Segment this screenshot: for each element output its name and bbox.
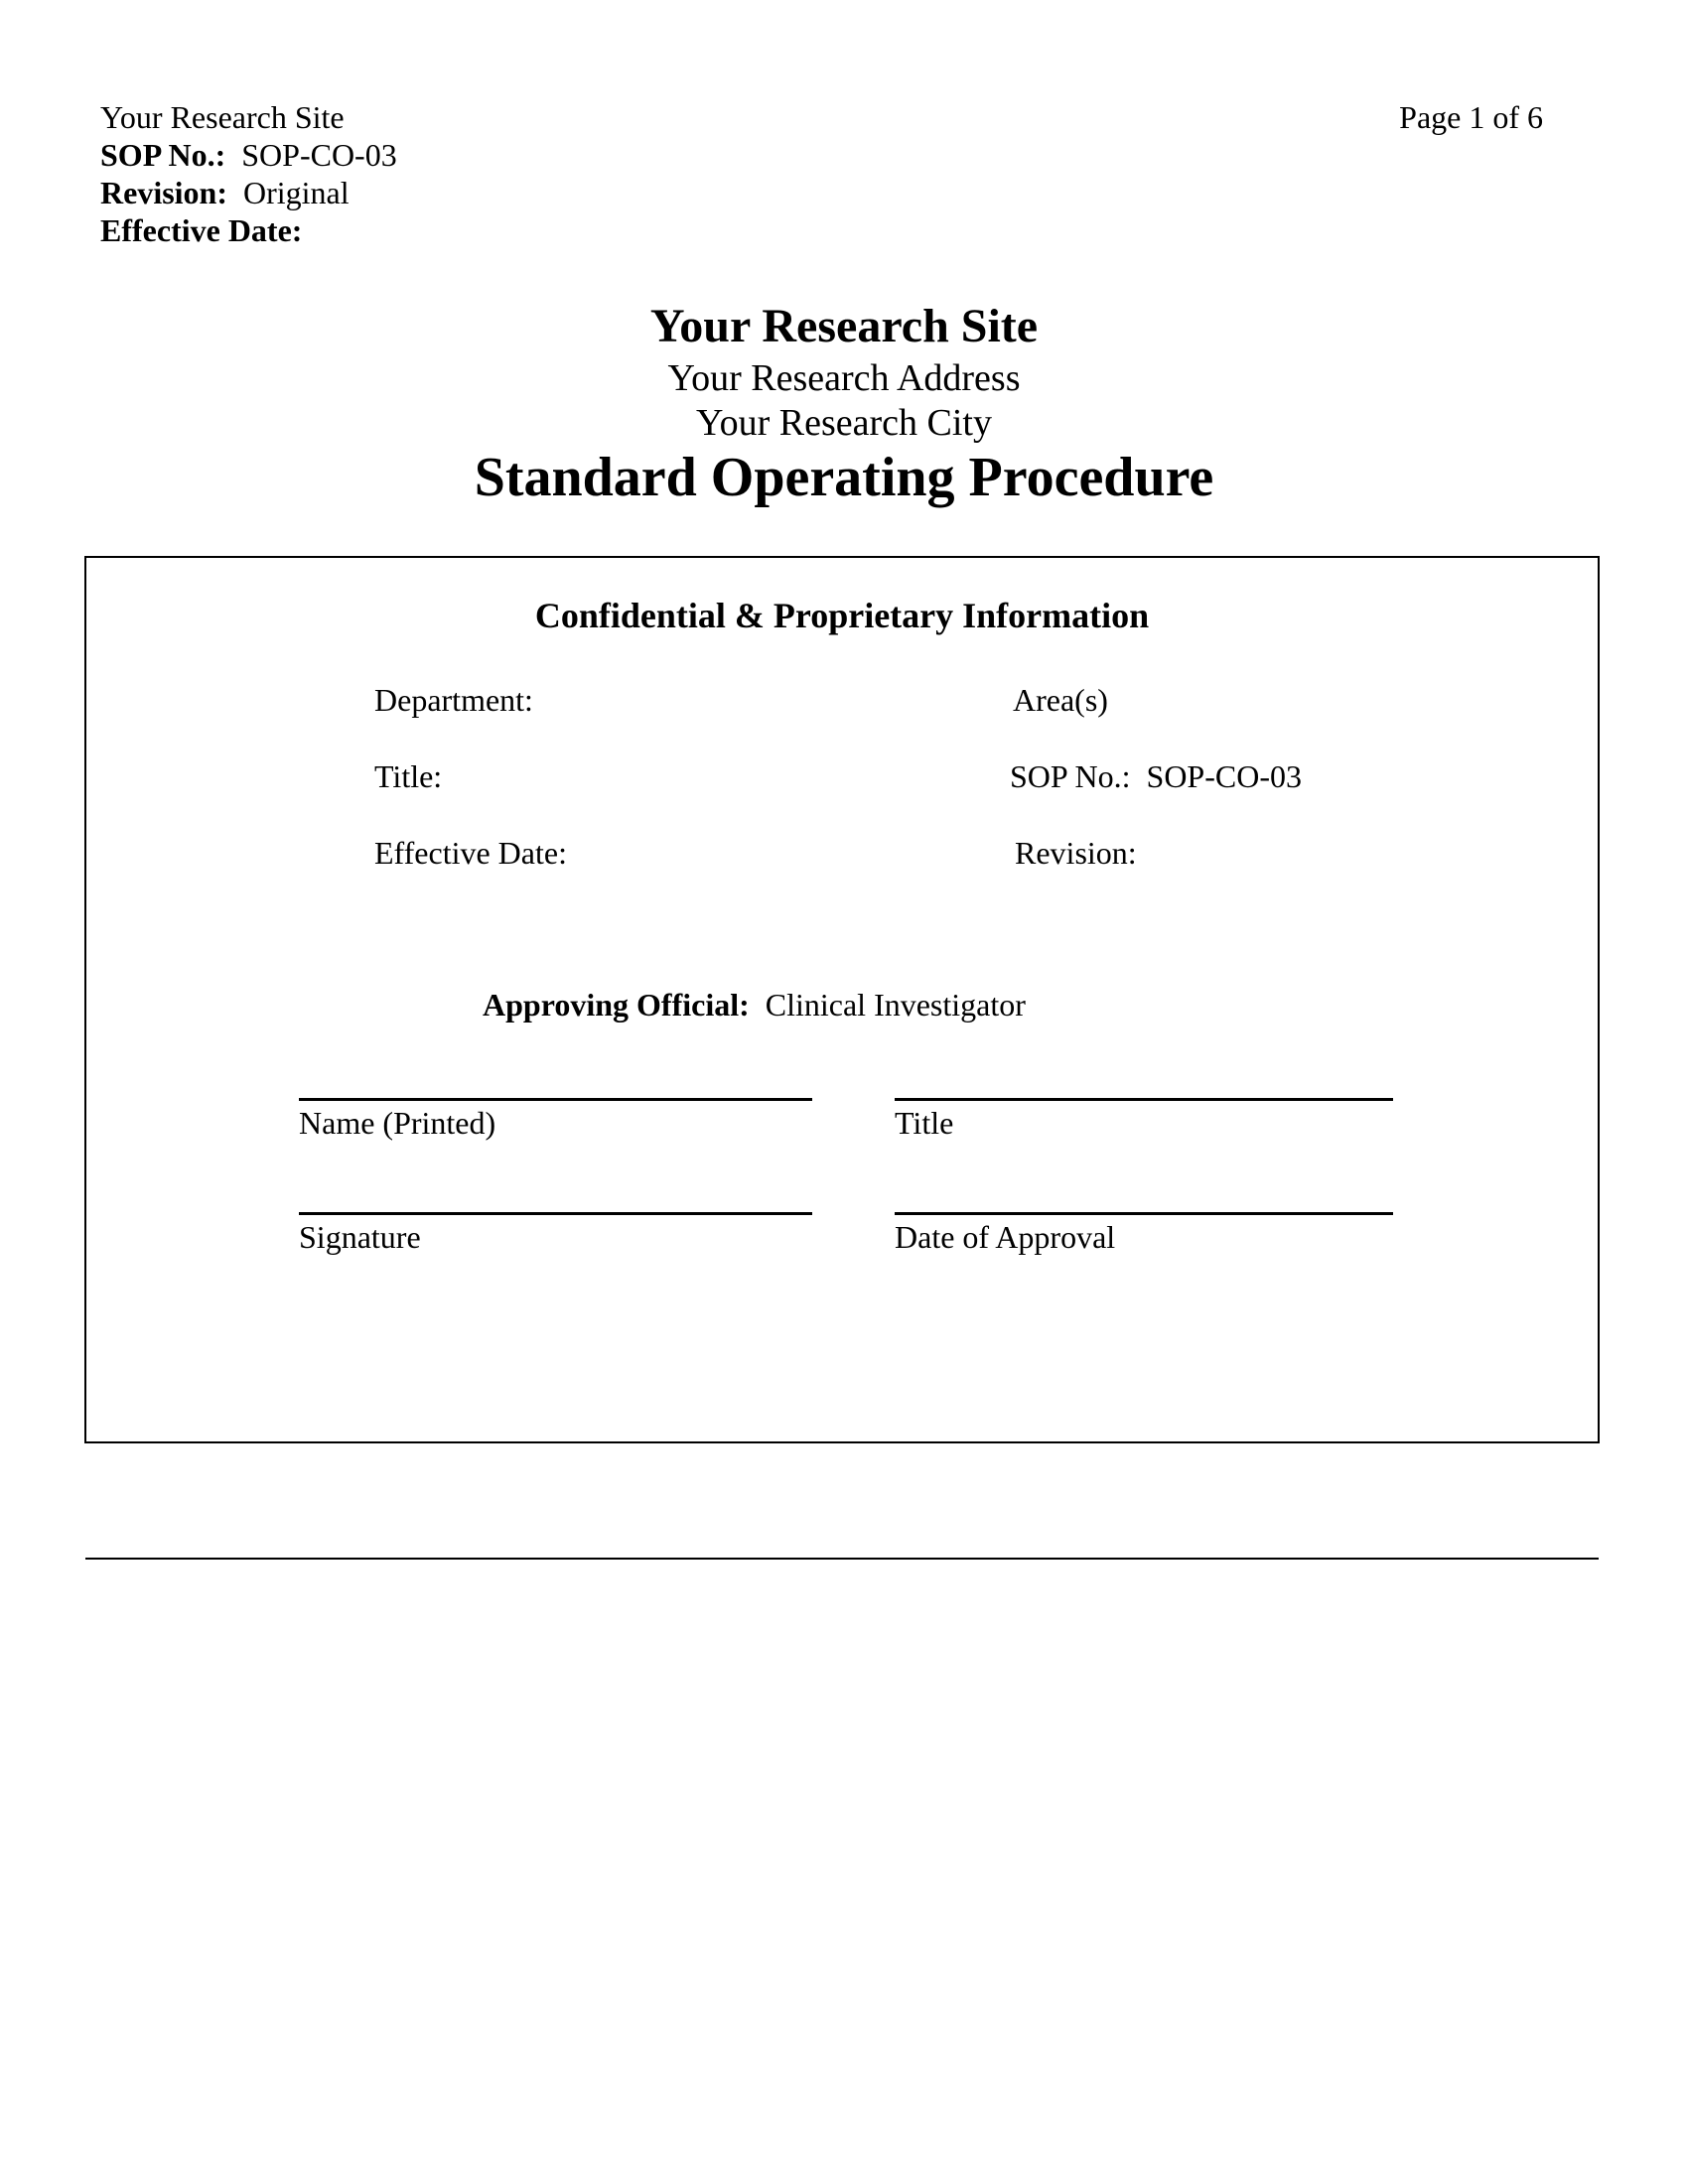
effective-date-field-label: Effective Date: bbox=[374, 835, 567, 871]
confidential-info-box bbox=[84, 556, 1600, 1443]
header-sop-label: SOP No.: bbox=[100, 137, 226, 173]
box-sop-label: SOP No.: bbox=[1010, 758, 1131, 794]
header-sop-value: SOP-CO-03 bbox=[241, 137, 397, 173]
header-site-name: Your Research Site bbox=[100, 99, 345, 135]
revision-field-label: Revision: bbox=[1015, 835, 1137, 871]
name-printed-line bbox=[299, 1098, 812, 1101]
header-effective-label: Effective Date: bbox=[100, 212, 303, 248]
header-revision bbox=[100, 174, 350, 211]
approving-official bbox=[483, 986, 1026, 1024]
signature-line bbox=[299, 1212, 812, 1215]
header-revision-value: Original bbox=[243, 175, 350, 210]
horizontal-divider bbox=[85, 1558, 1599, 1560]
site-address: Your Research Address bbox=[667, 357, 1021, 399]
name-printed-label: Name (Printed) bbox=[299, 1105, 496, 1141]
header-sop-number bbox=[100, 136, 397, 174]
site-title: Your Research Site bbox=[649, 300, 1039, 352]
department-label: Department: bbox=[374, 682, 533, 718]
approving-official-label: Approving Official: bbox=[483, 987, 750, 1023]
approving-official-value: Clinical Investigator bbox=[765, 987, 1026, 1023]
box-sop-value: SOP-CO-03 bbox=[1146, 758, 1302, 794]
document-title: Standard Operating Procedure bbox=[474, 447, 1214, 508]
areas-label: Area(s) bbox=[1013, 682, 1108, 718]
title-signature-label: Title bbox=[895, 1105, 954, 1141]
signature-label: Signature bbox=[299, 1219, 421, 1255]
date-approval-line bbox=[895, 1212, 1393, 1215]
date-approval-label: Date of Approval bbox=[895, 1219, 1116, 1255]
site-city: Your Research City bbox=[695, 402, 992, 444]
title-line bbox=[895, 1098, 1393, 1101]
title-field-label: Title: bbox=[374, 758, 443, 794]
header-revision-label: Revision: bbox=[100, 175, 227, 210]
header-effective-date bbox=[100, 211, 302, 249]
box-sop-number bbox=[1010, 757, 1302, 795]
box-heading: Confidential & Proprietary Information bbox=[534, 596, 1150, 635]
page-number: Page 1 of 6 bbox=[1399, 99, 1543, 135]
